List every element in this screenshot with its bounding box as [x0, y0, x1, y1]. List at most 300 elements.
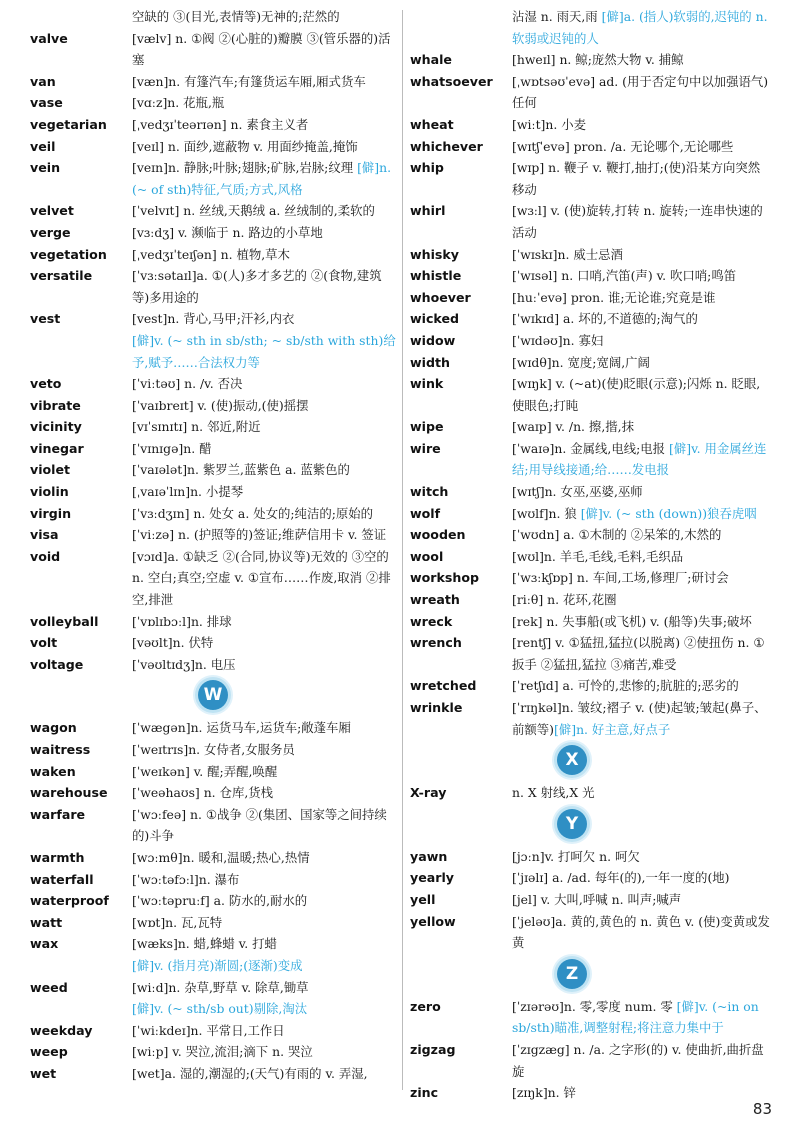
- dictionary-entry: [30, 28, 396, 71]
- definition: [512, 287, 772, 309]
- dictionary-entry: [30, 782, 396, 804]
- dictionary-entry: [30, 761, 396, 783]
- dictionary-entry: [410, 846, 772, 868]
- definition: [512, 481, 772, 503]
- definition: [512, 265, 772, 287]
- definition: [512, 157, 772, 200]
- headword: yell: [410, 891, 436, 907]
- definition: [132, 92, 396, 114]
- definition: [132, 632, 396, 654]
- definition-text: [wɪtʃ]n. 女巫,巫婆,巫师: [512, 484, 643, 500]
- definition-text: [ˈweəhaʊs] n. 仓库,货栈: [132, 785, 274, 801]
- definition: [512, 697, 772, 740]
- dictionary-entry: [30, 114, 396, 136]
- dictionary-entry: [410, 114, 772, 136]
- definition-text: n. X 射线,X 光: [512, 785, 595, 801]
- definition: [132, 761, 396, 783]
- definition: [512, 330, 772, 352]
- headword: yellow: [410, 913, 456, 929]
- definition-text: [ˈwɪsəl] n. 口哨,汽笛(声) v. 吹口哨;鸣笛: [512, 268, 737, 284]
- definition: [132, 1063, 396, 1085]
- definition-text: [wæks]n. 蜡,蜂蜡 v. 打蜡: [132, 936, 277, 952]
- headword: whoever: [410, 289, 471, 305]
- definition: [132, 157, 396, 200]
- dictionary-entry: [410, 546, 772, 568]
- headword: volt: [30, 635, 58, 651]
- definition: [512, 911, 772, 954]
- definition-text: [huːˈevə] pron. 谁;无论谁;究竟是谁: [512, 289, 716, 305]
- definition-text: [wet]a. 湿的,潮湿的;(天气)有雨的 v. 弄湿,: [132, 1065, 368, 1081]
- headword: width: [410, 354, 450, 370]
- definition-text: [vest]n. 背心,马甲;汗衫,内衣: [132, 311, 295, 327]
- definition: [512, 373, 772, 416]
- headword: voltage: [30, 656, 84, 672]
- definition-text: [ˈweɪkən] v. 醒;弄醒,唤醒: [132, 763, 278, 779]
- headword: verge: [30, 224, 71, 240]
- headword: wretched: [410, 678, 477, 694]
- letter-badge-icon: Z: [557, 959, 587, 989]
- definition: [132, 546, 396, 611]
- dictionary-entry: [30, 1063, 396, 1085]
- definition: [132, 222, 396, 244]
- dictionary-entry: [30, 739, 396, 761]
- definition-text: 空缺的 ③(目光,表情等)无神的;茫然的: [132, 9, 340, 24]
- headword: van: [30, 73, 56, 89]
- definition-text: [jel] v. 大叫,呼喊 n. 叫声;喊声: [512, 891, 682, 907]
- definition: [132, 782, 396, 804]
- dictionary-entry: [30, 1041, 396, 1063]
- dictionary-entry: [410, 136, 772, 158]
- definition: [512, 1039, 772, 1082]
- definition: [512, 114, 772, 136]
- dictionary-entry: [410, 782, 772, 804]
- dictionary-entry: [410, 308, 772, 330]
- headword: witch: [410, 484, 449, 500]
- definition: [512, 244, 772, 266]
- definition-text: [ˈwɪdəʊ]n. 寡妇: [512, 332, 604, 348]
- headword: versatile: [30, 268, 93, 284]
- definition-text: [ˈwɪskɪ]n. 威士忌酒: [512, 246, 623, 262]
- definition-text: [wʊl]n. 羊毛,毛线,毛料,毛织品: [512, 548, 684, 564]
- headword: wreath: [410, 592, 460, 608]
- headword: wreck: [410, 613, 453, 629]
- dictionary-entry: [30, 71, 396, 93]
- headword: warfare: [30, 806, 86, 822]
- headword: velvet: [30, 203, 74, 219]
- definition-text: [veɪn]n. 静脉;叶脉;翅脉;矿脉,岩脉;纹理: [132, 160, 358, 176]
- dictionary-entry: [30, 977, 396, 999]
- dictionary-entry: [30, 890, 396, 912]
- headword: waken: [30, 763, 76, 779]
- dictionary-entry: [30, 869, 396, 891]
- definition: [132, 244, 396, 266]
- definition: [512, 546, 772, 568]
- headword: whale: [410, 52, 452, 68]
- dictionary-entry: [410, 611, 772, 633]
- dictionary-entry: [410, 996, 772, 1039]
- dictionary-entry: [30, 717, 396, 739]
- definition: [512, 867, 772, 889]
- headword: veto: [30, 376, 62, 392]
- definition: [132, 395, 396, 417]
- definition: [132, 71, 396, 93]
- definition: [512, 49, 772, 71]
- headword: wicked: [410, 311, 460, 327]
- headword: whirl: [410, 203, 446, 219]
- definition: [132, 416, 396, 438]
- dictionary-entry: [30, 416, 396, 438]
- definition-text: [zɪŋk]n. 锌: [512, 1085, 576, 1101]
- headword: weekday: [30, 1022, 93, 1038]
- dictionary-entry: [30, 847, 396, 869]
- headword: warmth: [30, 849, 85, 865]
- headword: whisky: [410, 246, 459, 262]
- dictionary-entry: [30, 244, 396, 266]
- definition: [132, 136, 396, 158]
- headword: watt: [30, 914, 63, 930]
- definition-text: [wɪtʃˈevə] pron. /a. 无论哪个,无论哪些: [512, 138, 734, 154]
- dictionary-entry: [410, 1082, 772, 1104]
- headword: void: [30, 548, 61, 564]
- headword: yearly: [410, 870, 454, 886]
- headword: wrinkle: [410, 700, 463, 715]
- definition-text: [ˈvaɪbreɪt] v. (使)振动,(使)摇摆: [132, 397, 309, 413]
- dictionary-entry: [30, 804, 396, 847]
- dictionary-entry: [410, 632, 772, 675]
- headword: violin: [30, 484, 69, 500]
- definition: [512, 200, 772, 243]
- definition: [132, 847, 396, 869]
- definition-text: [wiːp] v. 哭泣,流泪;滴下 n. 哭泣: [132, 1044, 313, 1060]
- definition: [132, 330, 396, 373]
- headword: workshop: [410, 570, 480, 586]
- definition: [512, 1082, 772, 1104]
- rare-sense-text: [僻]v. (~ sth (down))狼吞虎咽: [580, 505, 757, 521]
- definition-text: [ˈwægən]n. 运货马车,运货车;敞蓬车厢: [132, 720, 351, 736]
- headword: wrench: [410, 635, 462, 651]
- definition-text: [ˈwiːkdeɪ]n. 平常日,工作日: [132, 1022, 285, 1038]
- letter-badge-icon: X: [557, 745, 587, 775]
- dictionary-entry: [410, 481, 772, 503]
- definition: [132, 438, 396, 460]
- headword: zero: [410, 998, 441, 1014]
- section-letter-x: [512, 740, 772, 782]
- dictionary-entry: [410, 1039, 772, 1082]
- headword: zigzag: [410, 1041, 456, 1057]
- definition-text: [ˈzɪərəʊ]n. 零,零度 num. 零: [512, 998, 677, 1014]
- dictionary-entry: [410, 330, 772, 352]
- dictionary-entry: [30, 373, 396, 395]
- headword: whip: [410, 160, 444, 176]
- dictionary-entry: [30, 308, 396, 330]
- section-letter-w: [30, 675, 396, 717]
- section-letter-z: [512, 954, 772, 996]
- rare-sense-text: [僻]v. (~in on sb/sth)瞄准,调整射程;将注意力集中于: [512, 998, 759, 1036]
- dictionary-entry: [410, 567, 772, 589]
- dictionary-entry: [410, 675, 772, 697]
- rare-sense-text: [僻]v. (~ sth in sb/sth; ~ sb/sth with sth)给予,赋予……合法权力等: [132, 332, 396, 370]
- definition: [512, 416, 772, 438]
- definition-text: [ˌvedʒɪˈteɪʃən] n. 植物,草木: [132, 246, 290, 262]
- letter-badge-icon: Y: [557, 809, 587, 839]
- definition: [132, 265, 396, 308]
- dictionary-entry: [30, 459, 396, 481]
- definition: [132, 503, 396, 525]
- headword: vein: [30, 160, 61, 176]
- definition-text: [ˈzɪgzæg] n. /a. 之字形(的) v. 使曲折,曲折盘旋: [512, 1041, 764, 1079]
- definition-text: [ˌvaɪəˈlɪn]n. 小提琴: [132, 484, 244, 500]
- definition: [132, 114, 396, 136]
- headword: vicinity: [30, 419, 82, 435]
- definition-text: [ˈvɪnɪgə]n. 醋: [132, 440, 212, 456]
- definition-text: [ˈretʃɪd] a. 可怜的,悲惨的;肮脏的;恶劣的: [512, 678, 739, 694]
- definition: [132, 1020, 396, 1042]
- dictionary-entry: [30, 157, 396, 200]
- definition: [512, 889, 772, 911]
- dictionary-entry: [30, 503, 396, 525]
- entry-continuation: [30, 955, 396, 977]
- dictionary-entry: [30, 438, 396, 460]
- dictionary-entry: [410, 157, 772, 200]
- headword: violet: [30, 462, 71, 478]
- headword: wooden: [410, 527, 466, 543]
- entry-continuation: [410, 6, 772, 49]
- dictionary-entry: [30, 481, 396, 503]
- definition: [132, 804, 396, 847]
- definition: [132, 739, 396, 761]
- definition: [132, 912, 396, 934]
- headword: wolf: [410, 505, 441, 521]
- rare-sense-text: [僻]n. 好主意,好点子: [554, 721, 671, 737]
- headword: veil: [30, 138, 56, 154]
- headword: wheat: [410, 116, 454, 132]
- headword: waterfall: [30, 871, 94, 887]
- definition: [512, 567, 772, 589]
- definition: [512, 352, 772, 374]
- dictionary-entry: [30, 524, 396, 546]
- definition: [132, 524, 396, 546]
- definition-text: [wɪdθ]n. 宽度;宽阔,广阔: [512, 354, 650, 370]
- definition-text: [vɑːz]n. 花瓶,瓶: [132, 95, 225, 111]
- definition-text: [ˈvaɪələt]n. 紫罗兰,蓝紫色 a. 蓝紫色的: [132, 462, 350, 478]
- dictionary-entry: [30, 654, 396, 676]
- dictionary-entry: [410, 503, 772, 525]
- dictionary-entry: [30, 546, 396, 611]
- definition: [132, 998, 396, 1020]
- dictionary-entry: [410, 438, 772, 481]
- headword: volleyball: [30, 613, 99, 629]
- definition-text: [vælv] n. ①阀 ②(心脏的)瓣膜 ③(管乐器的)活塞: [132, 30, 391, 68]
- headword: wagon: [30, 720, 77, 736]
- dictionary-entry: [410, 352, 772, 374]
- definition: [132, 654, 396, 676]
- definition-text: [ˈjeləʊ]a. 黄的,黄色的 n. 黄色 v. (使)变黄或发黄: [512, 913, 770, 951]
- definition-text: [ˈweɪtrɪs]n. 女侍者,女服务员: [132, 742, 295, 757]
- headword: waitress: [30, 742, 91, 757]
- definition-text: [waɪp] v. /n. 擦,揩,抹: [512, 419, 634, 435]
- definition-text: [ˈwɔːtəpruːf] a. 防水的,耐水的: [132, 893, 308, 909]
- definition-text: [ˈvelvɪt] n. 丝绒,天鹅绒 a. 丝绒制的,柔软的: [132, 203, 375, 219]
- headword: wax: [30, 936, 59, 952]
- headword: weep: [30, 1044, 68, 1060]
- column-divider: [402, 10, 403, 1090]
- headword: whatsoever: [410, 73, 493, 89]
- dictionary-entry: [30, 222, 396, 244]
- headword: vibrate: [30, 397, 81, 413]
- definition-text: [ˈvɒlɪbɔːl]n. 排球: [132, 613, 232, 629]
- dictionary-entry: [30, 265, 396, 308]
- definition-text: [ˈviːtəʊ] n. /v. 否决: [132, 376, 243, 392]
- definition-text: [ˌwɒtsəʊˈevə] ad. (用于否定句中以加强语气)任何: [512, 73, 769, 111]
- dictionary-entry: [30, 912, 396, 934]
- definition: [132, 611, 396, 633]
- definition-text: [riːθ] n. 花环,花圈: [512, 592, 617, 608]
- definition-text: [wɜːl] v. (使)旋转,打转 n. 旋转;一连串快速的活动: [512, 203, 763, 240]
- headword: waterproof: [30, 893, 109, 909]
- definition-text: [wɒt]n. 瓦,瓦特: [132, 914, 223, 930]
- headword: widow: [410, 332, 456, 348]
- rare-sense-text: [僻]a. (指人)软弱的,迟钝的 n. 软弱或迟钝的人: [512, 9, 768, 46]
- headword: vinegar: [30, 440, 84, 456]
- definition: [132, 890, 396, 912]
- definition: [132, 308, 396, 330]
- definition: [132, 977, 396, 999]
- headword: vegetarian: [30, 116, 107, 132]
- definition-text: [wɔːmθ]n. 暖和,温暖;热心,热情: [132, 849, 310, 865]
- definition-text: [wiːt]n. 小麦: [512, 116, 587, 132]
- definition-text: [ˌvedʒɪˈteərɪən] n. 素食主义者: [132, 116, 309, 132]
- headword: whistle: [410, 268, 462, 284]
- definition-text: [ˈviːzə] n. (护照等的)签证;维萨信用卡 v. 签证: [132, 527, 387, 543]
- definition-text: [ˈvɜːsətaɪl]a. ①(人)多才多艺的 ②(食物,建筑等)多用途的: [132, 268, 382, 305]
- headword: warehouse: [30, 785, 108, 801]
- dictionary-entry: [410, 697, 772, 740]
- definition: [512, 71, 772, 114]
- definition-text: [ˈwʊdn] a. ①木制的 ②呆笨的,木然的: [512, 527, 722, 543]
- headword: vegetation: [30, 246, 107, 262]
- definition: [132, 1041, 396, 1063]
- headword: vest: [30, 311, 61, 327]
- definition: [512, 6, 772, 49]
- definition-text: [rek] n. 失事船(或飞机) v. (船等)失事;破坏: [512, 613, 752, 629]
- definition: [512, 782, 772, 804]
- definition-text: [ˈvɜːdʒɪn] n. 处女 a. 处女的;纯洁的;原始的: [132, 505, 374, 521]
- definition-text: [wɪp] n. 鞭子 v. 鞭打,抽打;(使)沿某方向突然移动: [512, 160, 761, 197]
- definition: [512, 308, 772, 330]
- definition-text: [ˈwɔːtəfɔːl]n. 瀑布: [132, 871, 240, 887]
- dictionary-entry: [30, 611, 396, 633]
- dictionary-entry: [410, 889, 772, 911]
- dictionary-entry: [410, 911, 772, 954]
- definition-text: [jɔːn]v. 打呵欠 n. 呵欠: [512, 848, 640, 864]
- letter-badge-icon: W: [198, 680, 228, 710]
- headword: yawn: [410, 848, 448, 864]
- dictionary-entry: [410, 867, 772, 889]
- definition-text: [vɜːdʒ] v. 濒临于 n. 路边的小草地: [132, 224, 323, 240]
- rare-sense-text: [僻]n. (~ of sth)特征,气质;方式,风格: [132, 160, 392, 197]
- definition: [512, 438, 772, 481]
- definition: [132, 933, 396, 955]
- dictionary-entry: [30, 933, 396, 955]
- headword: whichever: [410, 138, 483, 154]
- definition: [512, 675, 772, 697]
- definition-text: [rentʃ] v. ①猛扭,猛拉(以脱离) ②使扭伤 n. ①扳手 ②猛扭,猛拉 ③痛苦,难受: [512, 635, 765, 672]
- entry-continuation: [30, 998, 396, 1020]
- dictionary-entry: [30, 136, 396, 158]
- dictionary-entry: [410, 524, 772, 546]
- definition-text: [vɪˈsɪnɪtɪ] n. 邻近,附近: [132, 419, 261, 435]
- definition-text: 沾湿 n. 雨天,雨: [512, 9, 602, 24]
- dictionary-entry: [410, 265, 772, 287]
- definition: [132, 955, 396, 977]
- definition-text: [ˈrɪŋkəl]n. 皱纹;褶子 v. (使)起皱;皱起(鼻子、前额等): [512, 700, 767, 737]
- dictionary-entry: [410, 287, 772, 309]
- definition: [512, 846, 772, 868]
- definition-text: [hweɪl] n. 鲸;庞然大物 v. 捕鲸: [512, 52, 684, 68]
- definition-text: [ˈwɜːkʃɒp] n. 车间,工场,修理厂;研讨会: [512, 570, 729, 586]
- dictionary-entry: [30, 1020, 396, 1042]
- dictionary-entry: [30, 92, 396, 114]
- headword: wire: [410, 440, 441, 456]
- definition-text: [veɪl] n. 面纱,遮蔽物 v. 用面纱掩盖,掩饰: [132, 138, 358, 154]
- definition: [512, 136, 772, 158]
- headword: vase: [30, 95, 63, 111]
- dictionary-entry: [410, 49, 772, 71]
- definition-text: [ˈvəʊltɪdʒ]n. 电压: [132, 656, 236, 672]
- entry-continuation: [30, 6, 396, 28]
- dictionary-entry: [410, 373, 772, 416]
- dictionary-entry: [410, 71, 772, 114]
- dictionary-entry: [410, 244, 772, 266]
- headword: visa: [30, 527, 59, 543]
- dictionary-entry: [410, 416, 772, 438]
- dictionary-entry: [410, 200, 772, 243]
- definition: [132, 481, 396, 503]
- definition-text: [ˈwɔːfeə] n. ①战争 ②(集团、国家等之间持续的)斗争: [132, 806, 387, 844]
- headword: wink: [410, 376, 444, 392]
- definition-text: [ˈwɪkɪd] a. 坏的,不道德的;淘气的: [512, 311, 698, 327]
- definition-text: [wiːd]n. 杂草,野草 v. 除草,锄草: [132, 979, 309, 995]
- dictionary-entry: [410, 589, 772, 611]
- definition-text: [wɪŋk] v. (~at)(使)眨眼(示意);闪烁 n. 眨眼,使眼色;打盹: [512, 376, 761, 413]
- headword: valve: [30, 30, 68, 46]
- definition-text: [vəʊlt]n. 伏特: [132, 635, 214, 651]
- definition: [132, 459, 396, 481]
- headword: wipe: [410, 419, 444, 435]
- definition: [132, 200, 396, 222]
- definition: [132, 717, 396, 739]
- entry-continuation: [30, 330, 396, 373]
- definition: [512, 503, 772, 525]
- headword: weed: [30, 979, 68, 995]
- definition: [512, 589, 772, 611]
- definition: [132, 373, 396, 395]
- definition: [132, 869, 396, 891]
- section-letter-y: [512, 804, 772, 846]
- headword: zinc: [410, 1085, 439, 1101]
- dictionary-entry: [30, 200, 396, 222]
- dictionary-entry: [30, 395, 396, 417]
- definition: [512, 611, 772, 633]
- definition-text: [vɔɪd]a. ①缺乏 ②(合同,协议等)无效的 ③空的 n. 空白;真空;空虚 v. ①宣布……作废,取消 ②排空,排泄: [132, 548, 391, 608]
- definition: [132, 6, 396, 28]
- left-column: [30, 6, 396, 1085]
- right-column: [410, 6, 772, 1104]
- definition-text: [ˈwaɪə]n. 金属线,电线;电报: [512, 440, 670, 456]
- headword: X-ray: [410, 785, 447, 801]
- page-number: 83: [752, 1100, 772, 1118]
- definition-text: [ˈjɪəlɪ] a. /ad. 每年(的),一年一度的(地): [512, 870, 730, 886]
